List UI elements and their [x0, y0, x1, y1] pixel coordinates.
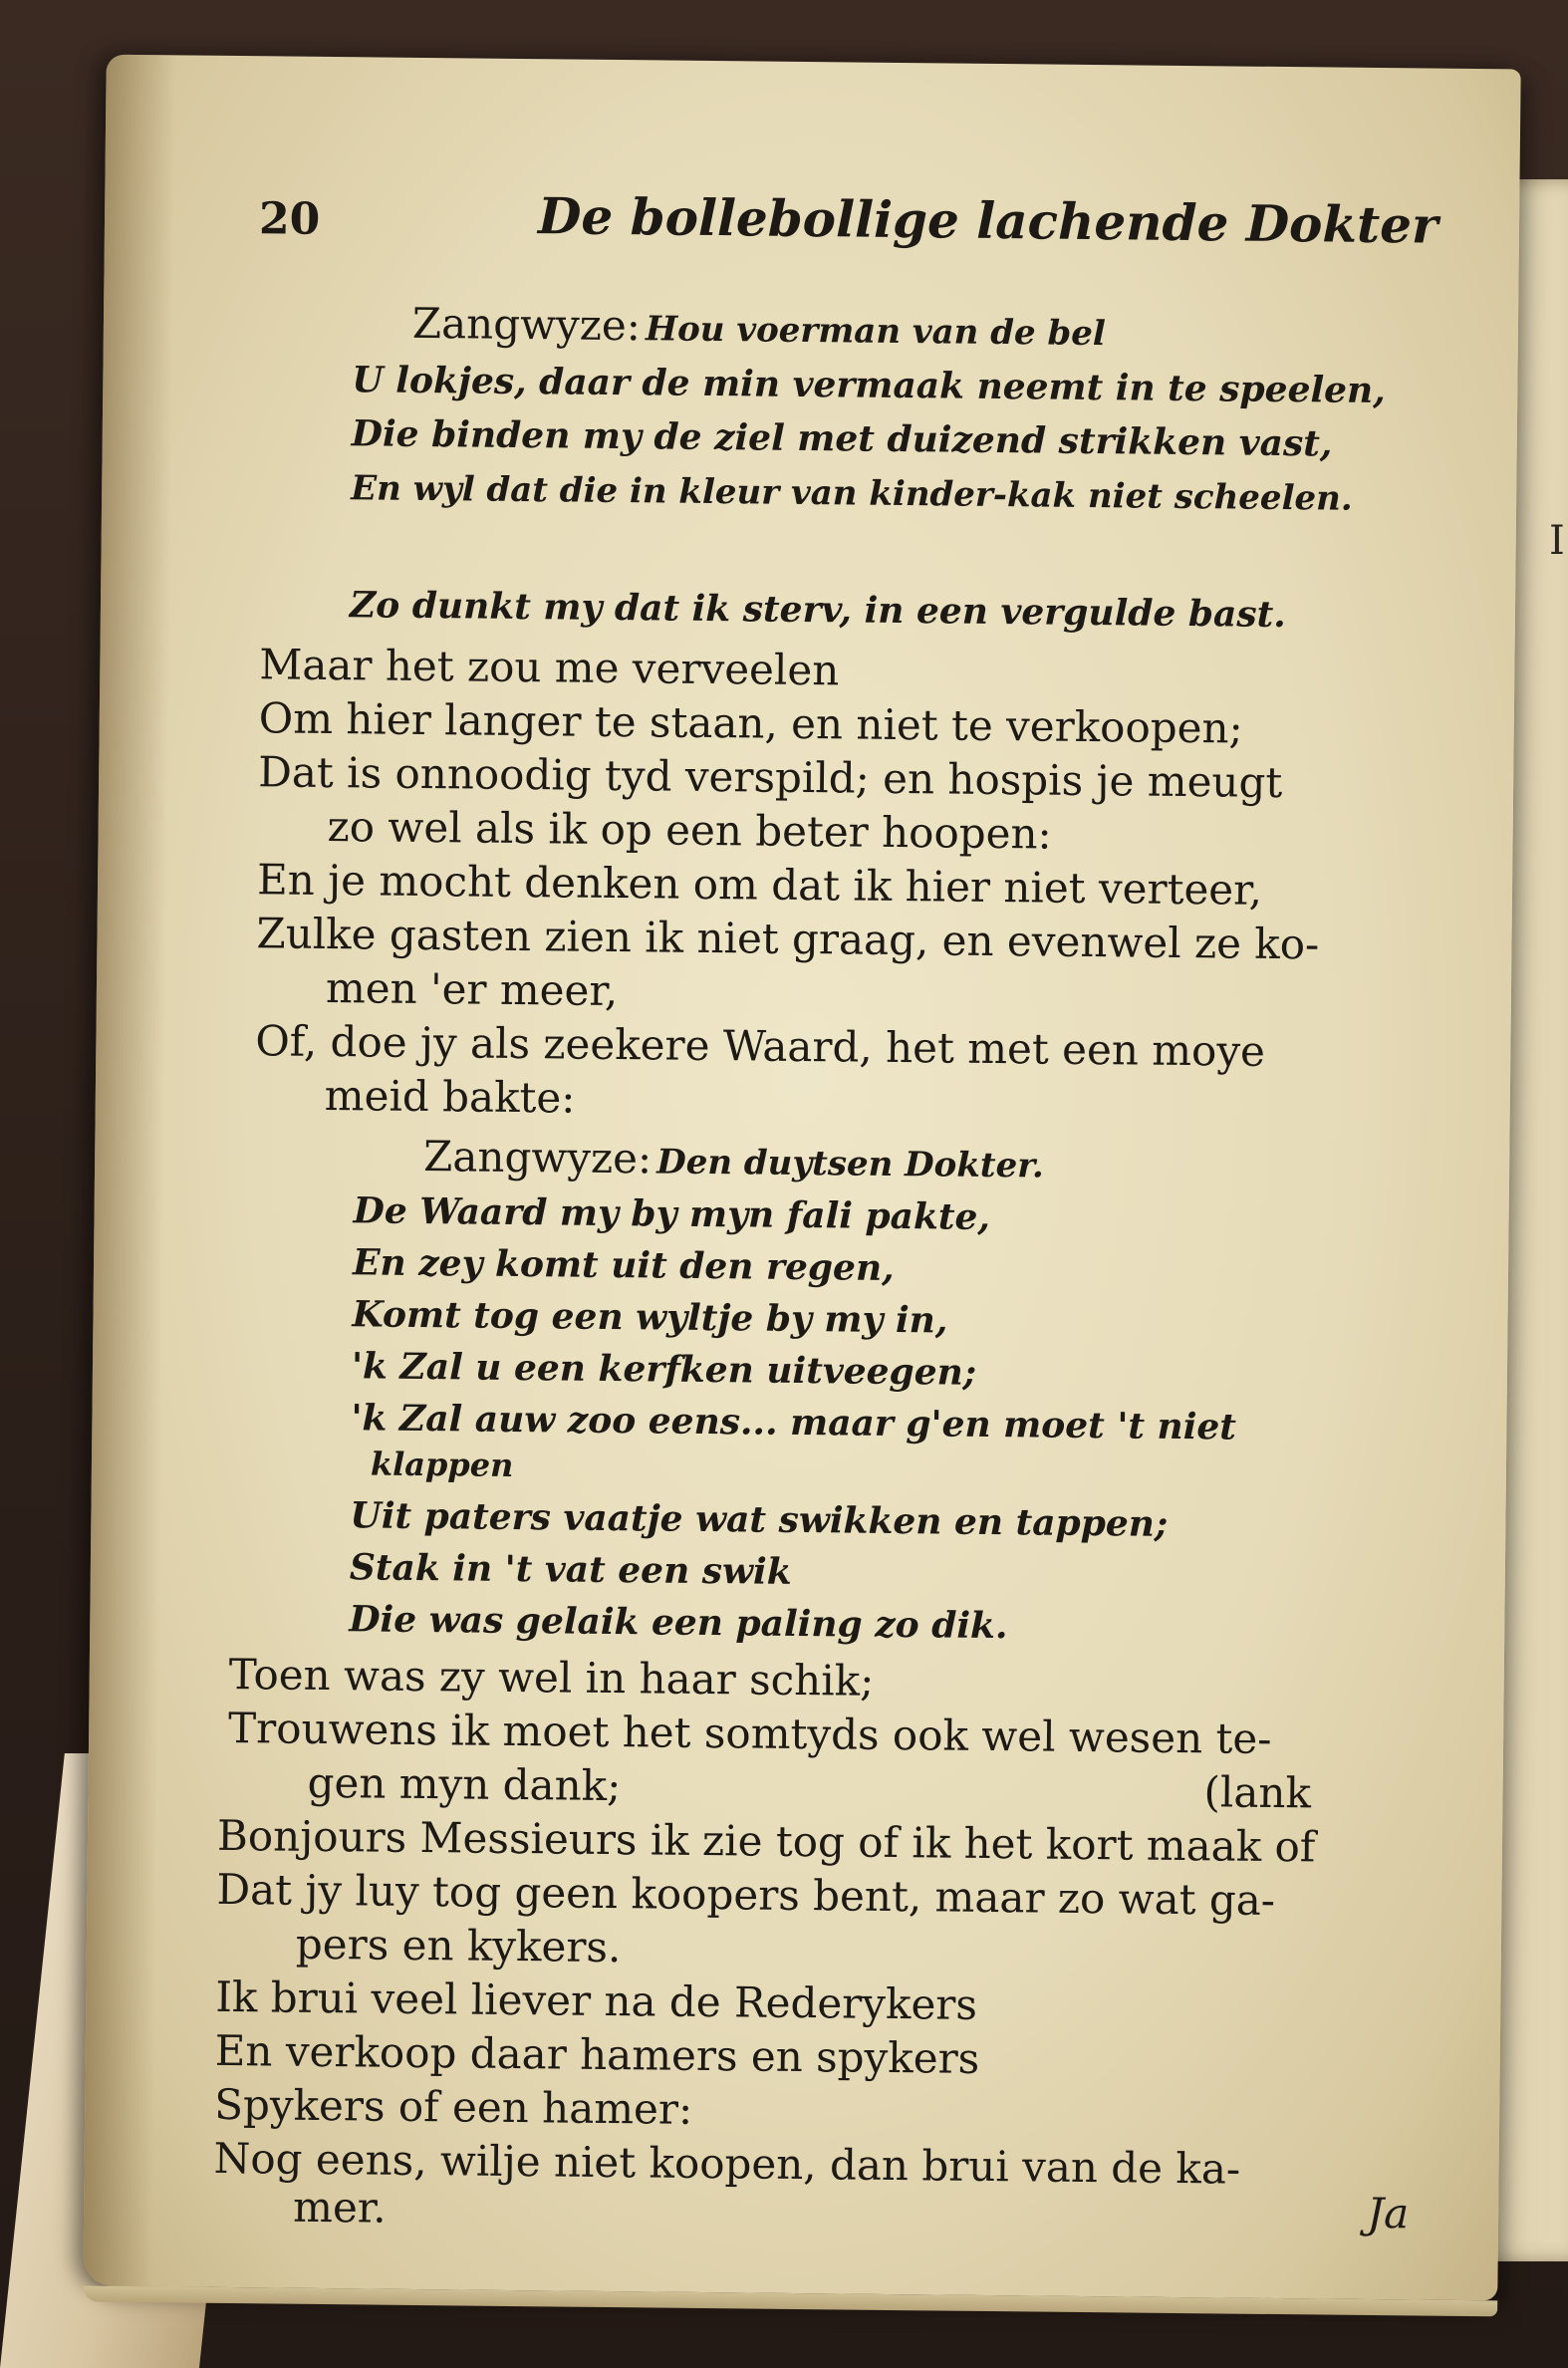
page-number: 20: [258, 193, 321, 245]
text-line: En verkoop daar hamers en spykers: [214, 2025, 980, 2083]
song2-heading: [422, 1132, 1045, 1186]
text-line: Toen was zy wel in haar schik;: [228, 1650, 875, 1706]
verse-line: En wyl dat die in kleur van kinder-kak niet scheelen.: [351, 468, 1353, 519]
text-line: Nog eens, wilje niet koopen, dan brui van de ka-: [213, 2133, 1241, 2194]
text-line: Spykers of een hamer:: [213, 2079, 693, 2134]
verse-line: 'k Zal u een kerfken uitveegen;: [351, 1345, 977, 1394]
verse-line: 'k Zal auw zoo eens... maar g'en moet 't niet: [351, 1397, 1237, 1448]
page-header: [234, 183, 1460, 266]
text-line: men 'er meer,: [325, 962, 619, 1016]
text-line: Ik brui veel liever na de Rederykers: [215, 1972, 978, 2029]
text-line: Bonjours Messieurs ik zie tog of ik het kort maak of: [216, 1810, 1316, 1872]
text-line: zo wel als ik op een beter hoopen:: [327, 801, 1052, 859]
text-line: Dat jy luy tog geen koopers bent, maar zo wat ga-: [216, 1864, 1276, 1926]
verse-line: Die binden my de ziel met duizend strikken vast,: [351, 412, 1333, 465]
verse-line: De Waard my by myn fali pakte,: [353, 1189, 991, 1238]
page-text: [213, 183, 1459, 2238]
turnover-fragment: (lank: [1203, 1767, 1312, 1818]
text-line: mer.: [292, 2182, 387, 2233]
text-line: gen myn dank;: [307, 1757, 622, 1811]
verse-line: klappen: [370, 1445, 514, 1484]
verse-line: Die was gelaik een paling zo dik.: [349, 1598, 1008, 1648]
text-line: Maar het zou me verveelen: [259, 640, 840, 695]
text-line: Of, doe jy als zeekere Waard, het met een moye: [255, 1016, 1266, 1076]
running-title: De bollebollige lachende Dokter: [537, 186, 1438, 255]
verse-line: Komt tog een wyltje by my in,: [352, 1293, 948, 1342]
verse-line: En zey komt uit den regen,: [352, 1241, 895, 1289]
verse-line: Zo dunkt my dat ik sterv, in een vergulde bast.: [349, 584, 1287, 637]
tune-label: Zangwyze:: [422, 1132, 653, 1184]
book-page: [83, 55, 1520, 2301]
text-line: pers en kykers.: [295, 1919, 622, 1973]
verse-line: U lokjes, daar de min vermaak neemt in te speelen,: [352, 359, 1386, 412]
text-line: meid bakte:: [324, 1070, 576, 1123]
tune-label: Zangwyze:: [411, 298, 642, 351]
text-line: Trouwens ik moet het somtyds ook wel wesen te-: [227, 1704, 1272, 1763]
verse-line: Uit paters vaatje wat swikken en tappen;: [350, 1494, 1169, 1545]
verse-line: Stak in 't vat een swik: [349, 1546, 792, 1593]
text-line: Om hier langer te staan, en niet te verkoopen;: [258, 693, 1243, 753]
text-line: Dat is onnoodig tyd verspild; en hospis je meugt: [257, 747, 1283, 808]
facing-page-glyph: I: [1549, 518, 1565, 564]
song1-heading: [411, 298, 1106, 355]
tune-name: Den duytsen Dokter.: [656, 1142, 1045, 1186]
catchword: Ja: [1366, 2188, 1410, 2238]
tune-name: Hou voerman van de bel: [645, 309, 1106, 355]
text-line: En je mocht denken om dat ik hier niet verteer,: [256, 855, 1263, 915]
text-line: Zulke gasten zien ik niet graag, en evenwel ze ko-: [256, 909, 1320, 969]
